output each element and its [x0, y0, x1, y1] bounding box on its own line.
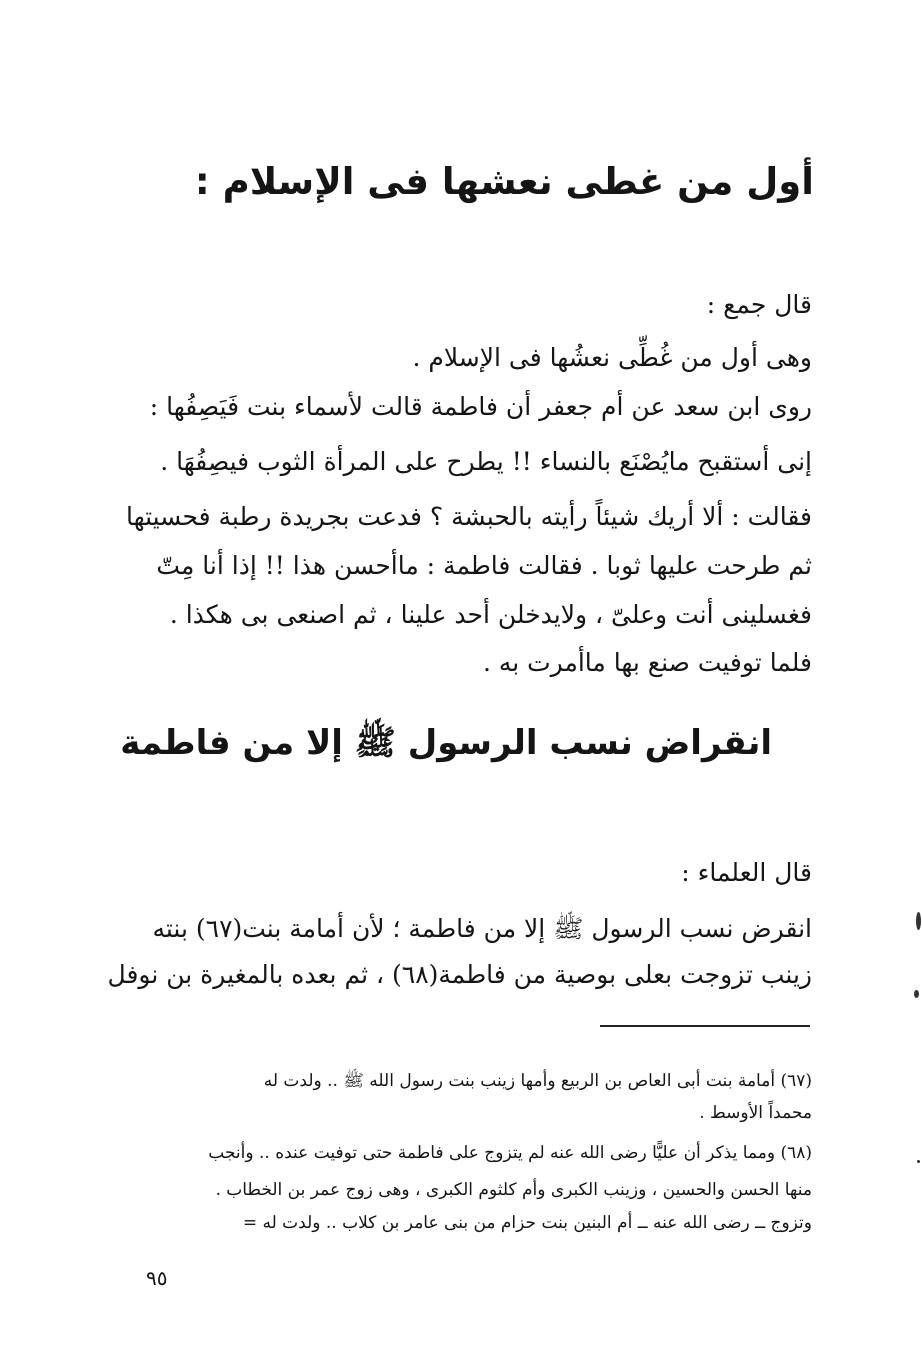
footnote-divider: [600, 1025, 810, 1027]
paragraph-line: وهى أول من غُطِّى نعشُها فى الإسلام .: [412, 343, 812, 372]
footnote-line: (٦٧) أمامة بنت أبى العاص بن الربيع وأمها زينب بنت رسول الله ﷺ .. ولدت له: [263, 1071, 812, 1091]
paragraph-line: فغسلينى أنت وعلىّ ، ولايدخلن أحد علينا ، ثم اصنعى بى هكذا .: [169, 600, 812, 629]
section-title-lineage: انقراض نسب الرسول ﷺ إلا من فاطمة: [120, 723, 772, 763]
scan-speck: [917, 1160, 920, 1163]
paragraph-line: ثم طرحت عليها ثوبا . فقالت فاطمة : ماأحسن هذا !! إذا أنا مِتّ: [156, 551, 812, 580]
footnote-line: منها الحسن والحسين ، وزينب الكبرى وأم كلثوم الكبرى ، وهى زوج عمر بن الخطاب .: [215, 1180, 812, 1200]
scan-speck: [916, 912, 921, 930]
paragraph-line: فلما توفيت صنع بها ماأمرت به .: [482, 648, 812, 677]
footnote-line: (٦٨) ومما يذكر أن عليًّا رضى الله عنه لم يتزوج على فاطمة حتى توفيت عنده .. وأنجب: [208, 1143, 812, 1163]
footnote-line: محمداً الأوسط .: [699, 1103, 812, 1123]
paragraph-line: إنى أستقبح مايُصْنَع بالنساء !! يطرح على المرأة الثوب فيصِفُهَا .: [160, 447, 812, 476]
section-title-first-covered-bier: أول من غطى نعشها فى الإسلام :: [194, 160, 814, 203]
paragraph-line: قال جمع :: [706, 290, 812, 319]
paragraph-line: قال العلماء :: [681, 858, 812, 887]
footnote-line: وتزوج ــ رضى الله عنه ــ أم البنين بنت حزام من بنى عامر بن كلاب .. ولدت له =: [242, 1213, 812, 1233]
paragraph-line: روى ابن سعد عن أم جعفر أن فاطمة قالت لأسماء بنت فَيَصِفُها :: [149, 392, 812, 421]
paragraph-line: انقرض نسب الرسول ﷺ إلا من فاطمة ؛ لأن أمامة بنت(٦٧) بنته: [152, 914, 812, 943]
paragraph-line: زينب تزوجت بعلى بوصية من فاطمة(٦٨) ، ثم بعده بالمغيرة بن نوفل: [107, 960, 812, 989]
paragraph-line: فقالت : ألا أريك شيئاً رأيته بالحبشة ؟ فدعت بجريدة رطبة فحسيتها: [125, 502, 812, 531]
scan-speck: [914, 990, 919, 998]
page-number: ٩٥: [146, 1266, 168, 1290]
